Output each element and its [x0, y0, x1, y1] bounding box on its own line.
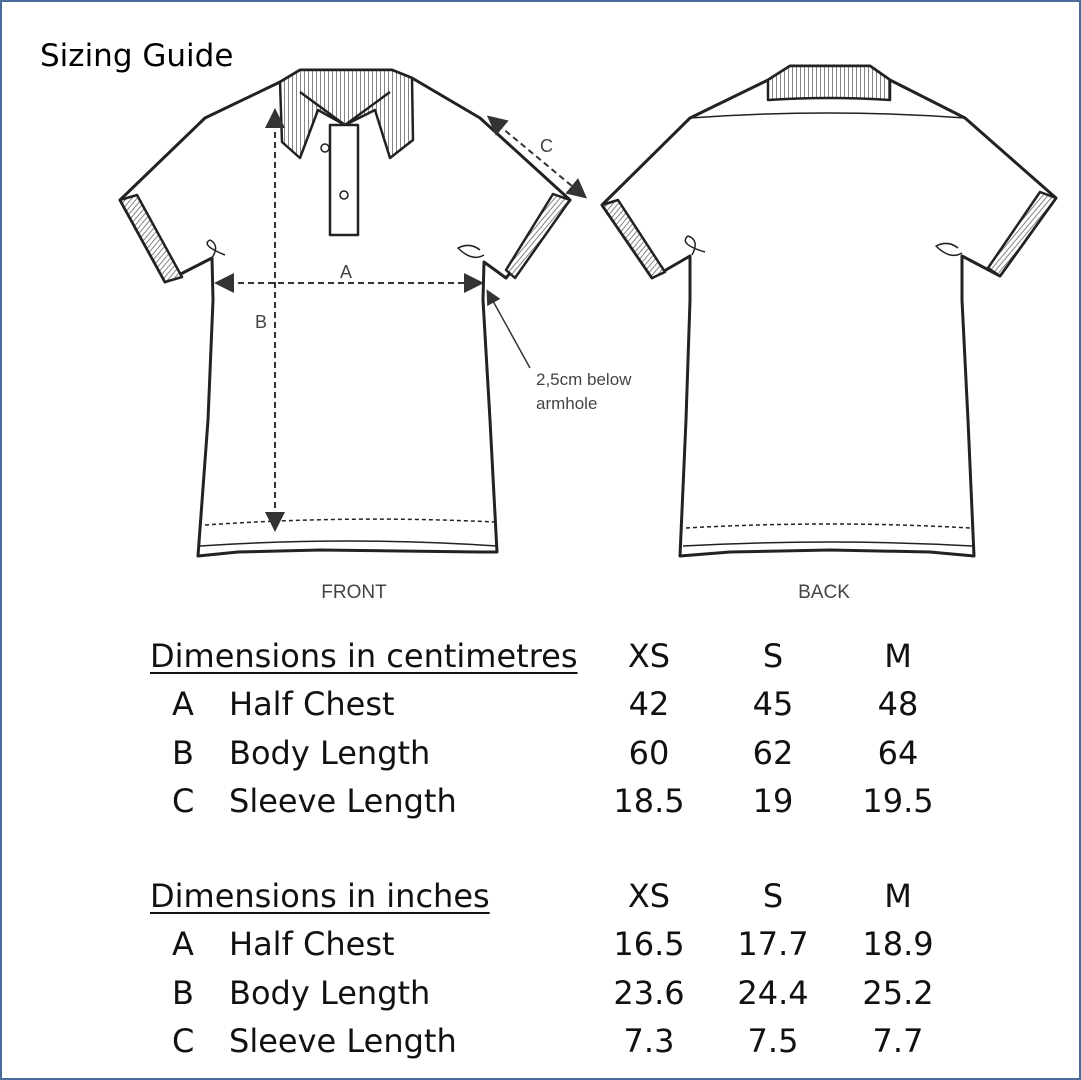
table-header	[0, 877, 1081, 925]
row-label: Sleeve Length	[229, 782, 457, 820]
value-xs: 7.3	[623, 1022, 675, 1060]
value-xs: 23.6	[613, 974, 685, 1012]
table-row	[0, 685, 1081, 733]
row-label: Body Length	[229, 974, 431, 1012]
table-row	[0, 974, 1081, 1022]
value-s: 19	[752, 782, 794, 820]
table-row	[0, 1022, 1081, 1070]
row-code: B	[172, 974, 194, 1012]
size-s: S	[762, 637, 784, 675]
value-m: 48	[877, 685, 919, 723]
value-m: 25.2	[862, 974, 934, 1012]
back-shirt	[602, 66, 1056, 556]
value-m: 64	[877, 734, 919, 772]
table-heading: Dimensions in centimetres	[150, 637, 578, 675]
value-s: 45	[752, 685, 794, 723]
value-xs: 60	[628, 734, 670, 772]
row-label: Body Length	[229, 734, 431, 772]
page-title: Sizing Guide	[40, 38, 234, 74]
row-code: A	[172, 925, 194, 963]
table-row	[0, 925, 1081, 973]
back-label: BACK	[798, 582, 850, 603]
table-header	[0, 637, 1081, 685]
marker-a: A	[340, 262, 353, 282]
row-code: B	[172, 734, 194, 772]
armhole-note-line2: armhole	[536, 394, 598, 413]
row-label: Half Chest	[229, 925, 395, 963]
marker-c: C	[540, 136, 553, 156]
row-code: C	[172, 1022, 195, 1060]
table-row	[0, 734, 1081, 782]
row-label: Sleeve Length	[229, 1022, 457, 1060]
marker-b: B	[255, 312, 268, 332]
table-row	[0, 782, 1081, 830]
value-m: 19.5	[862, 782, 934, 820]
value-xs: 16.5	[613, 925, 685, 963]
size-xs: XS	[627, 877, 671, 915]
value-s: 7.5	[747, 1022, 799, 1060]
row-label: Half Chest	[229, 685, 395, 723]
value-xs: 42	[628, 685, 670, 723]
size-m: M	[884, 637, 912, 675]
front-label: FRONT	[321, 582, 387, 603]
row-code: A	[172, 685, 194, 723]
value-xs: 18.5	[613, 782, 685, 820]
size-m: M	[884, 877, 912, 915]
front-shirt	[120, 70, 570, 556]
size-s: S	[762, 877, 784, 915]
value-s: 24.4	[737, 974, 809, 1012]
size-xs: XS	[627, 637, 671, 675]
table-heading: Dimensions in inches	[150, 877, 490, 915]
row-code: C	[172, 782, 195, 820]
value-s: 17.7	[737, 925, 809, 963]
value-s: 62	[752, 734, 794, 772]
value-m: 18.9	[862, 925, 934, 963]
armhole-note-line1: 2,5cm below	[536, 370, 632, 389]
value-m: 7.7	[872, 1022, 924, 1060]
